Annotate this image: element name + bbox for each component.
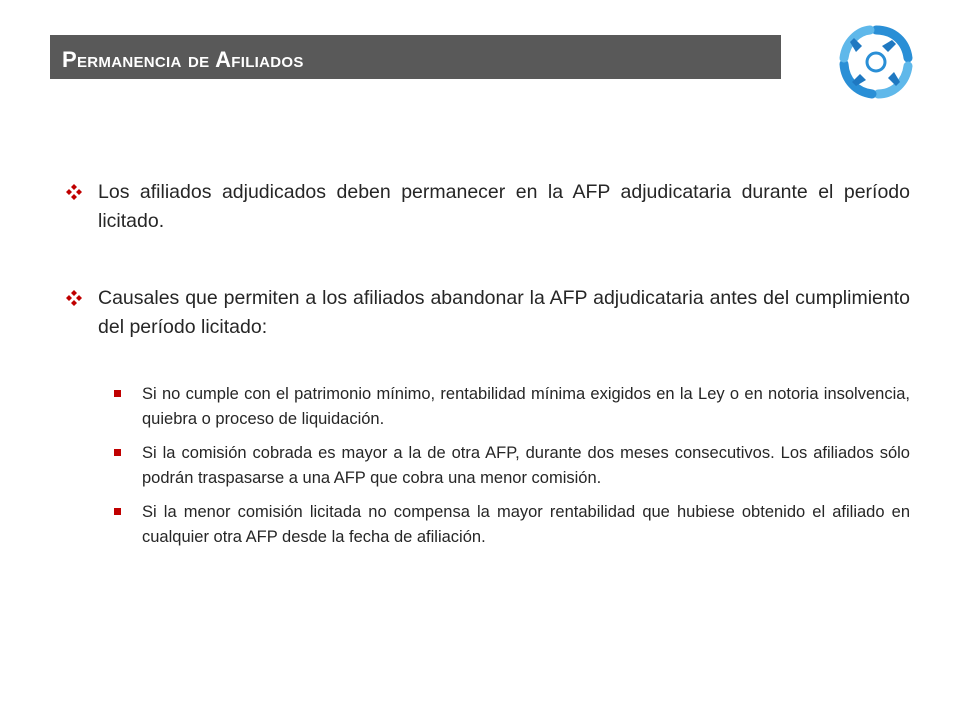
square-bullet-icon xyxy=(114,508,121,515)
square-bullet-icon xyxy=(114,390,121,397)
title-bar xyxy=(50,35,781,79)
diamond-bullet-icon xyxy=(66,184,82,200)
bullet-item xyxy=(64,284,910,342)
bullet-text: Los afiliados adjudicados deben permanecer en la AFP adjudicataria durante el período licitado. xyxy=(98,181,910,232)
hands-circle-logo-icon xyxy=(836,22,916,102)
sub-bullet-item xyxy=(112,441,910,491)
sub-bullet-list xyxy=(112,382,910,550)
slide-title: Permanencia de Afiliados xyxy=(62,47,304,72)
sub-bullet-text: Si la comisión cobrada es mayor a la de otra AFP, durante dos meses consecutivos. Los afiliados sólo podrán traspasarse a una AFP que cobra una menor comisión. xyxy=(142,444,910,487)
bullet-text: Causales que permiten a los afiliados abandonar la AFP adjudicataria antes del cumplimiento del período licitado: xyxy=(98,287,910,338)
sub-bullet-text: Si no cumple con el patrimonio mínimo, rentabilidad mínima exigidos en la Ley o en notoria insolvencia, quiebra o proceso de liquidación. xyxy=(142,385,910,428)
diamond-bullet-icon xyxy=(66,290,82,306)
bullet-item xyxy=(64,178,910,236)
slide-content xyxy=(64,178,910,559)
sub-bullet-item xyxy=(112,500,910,550)
sub-bullet-text: Si la menor comisión licitada no compensa la mayor rentabilidad que hubiese obtenido el afiliado en cualquier otra AFP desde la fecha de afiliación. xyxy=(142,503,910,546)
square-bullet-icon xyxy=(114,449,121,456)
sub-bullet-item xyxy=(112,382,910,432)
